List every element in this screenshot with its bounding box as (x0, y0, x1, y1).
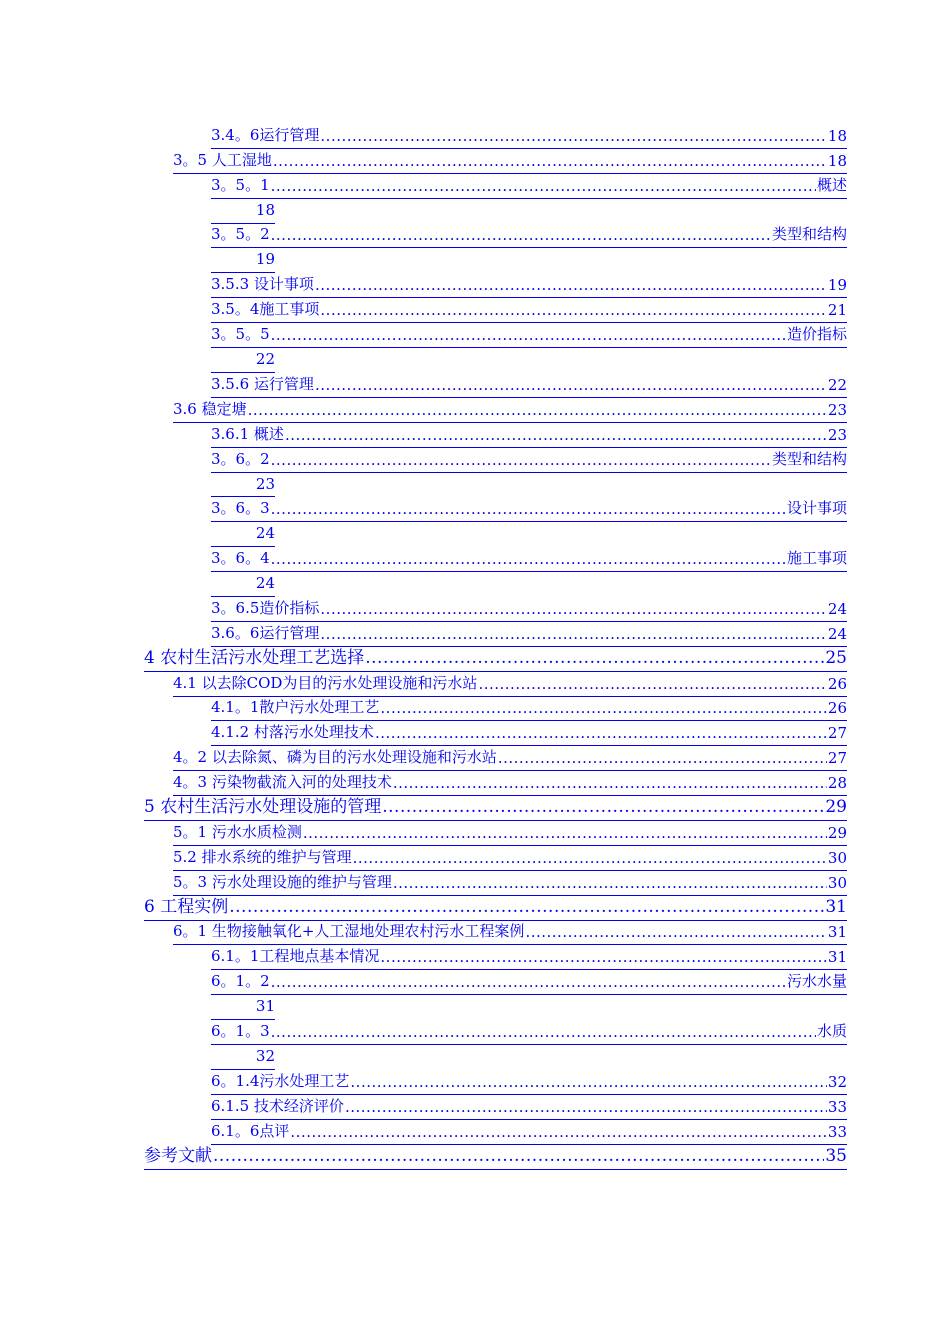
dot-leader (380, 699, 827, 717)
toc-entry-suffix: 造价指标 (786, 325, 847, 344)
toc-page-number[interactable]: 23 (211, 473, 275, 498)
toc-entry-label: 4 农村生活污水处理工艺选择 (144, 647, 365, 668)
toc-entry-label: 5。1 污水水质检测 (173, 822, 302, 841)
toc-link[interactable] (211, 373, 847, 398)
dot-leader (229, 897, 824, 917)
toc-entry-label: 3。5。1 (211, 175, 270, 194)
toc-link[interactable] (211, 323, 847, 348)
toc-entry-suffix: 类型和结构 (771, 225, 847, 244)
toc-page-number[interactable]: 24 (211, 522, 275, 547)
toc-page-number: 24 (827, 599, 847, 618)
toc-entry-suffix: 施工事项 (786, 549, 847, 568)
dot-leader (315, 376, 827, 394)
toc-entry-label: 4.1.2 村落污水处理技术 (211, 723, 374, 742)
toc-page-number[interactable]: 31 (211, 995, 275, 1020)
toc-entry-label: 5 农村生活污水处理设施的管理 (144, 797, 382, 818)
toc-page-number: 29 (825, 797, 847, 818)
toc-link[interactable] (211, 174, 847, 199)
toc-page-number: 29 (827, 823, 847, 842)
toc-entry (0, 1095, 950, 1120)
dot-leader (320, 127, 827, 145)
toc-page-number[interactable]: 19 (211, 248, 275, 273)
toc-link[interactable] (211, 697, 847, 722)
toc-link[interactable] (173, 821, 847, 846)
toc-page-number[interactable]: 18 (211, 199, 275, 224)
toc-entry (0, 1070, 950, 1095)
toc-entry (0, 497, 950, 547)
dot-leader (350, 1073, 827, 1091)
dot-leader (271, 226, 771, 244)
toc-entry (0, 398, 950, 423)
toc-link[interactable] (211, 273, 847, 298)
toc-entry-label: 6 工程实例 (144, 896, 229, 917)
toc-entry (0, 846, 950, 871)
dot-leader (285, 426, 827, 444)
toc-page-number: 32 (827, 1072, 847, 1091)
toc-link[interactable] (173, 398, 847, 423)
toc-entry (0, 1145, 950, 1170)
toc-entry-label: 5.2 排水系统的维护与管理 (173, 847, 352, 866)
dot-leader (271, 451, 771, 469)
toc-entry (0, 373, 950, 398)
toc-link[interactable] (211, 721, 847, 746)
toc-link[interactable] (211, 597, 847, 622)
toc-entry (0, 746, 950, 771)
toc-link[interactable] (173, 846, 847, 871)
toc-link[interactable] (144, 796, 847, 821)
toc-link[interactable] (211, 547, 847, 572)
toc-entry-label: 3。6。3 (211, 499, 270, 518)
toc-page-number: 30 (827, 873, 847, 892)
dot-leader (273, 152, 827, 170)
dot-leader (320, 600, 827, 618)
toc-entry (0, 1120, 950, 1145)
toc-link[interactable] (211, 1095, 847, 1120)
dot-leader (290, 1123, 827, 1141)
toc-entry-label: 6.1.5 技术经济评价 (211, 1096, 344, 1115)
toc-page-number: 18 (827, 151, 847, 170)
toc-page-number[interactable]: 24 (211, 572, 275, 597)
toc-entry (0, 1020, 950, 1070)
toc-entry (0, 174, 950, 224)
dot-leader (320, 301, 827, 319)
dot-leader (303, 824, 827, 842)
toc-link[interactable] (211, 124, 847, 149)
dot-leader (365, 648, 824, 668)
toc-entry (0, 124, 950, 149)
toc-page-number: 25 (825, 647, 847, 668)
toc-link[interactable] (211, 298, 847, 323)
dot-leader (353, 849, 827, 867)
toc-link[interactable] (211, 970, 847, 995)
toc-entry-label: 3.5.6 运行管理 (211, 374, 314, 393)
toc-entry-label: 6.1。6点评 (211, 1121, 290, 1140)
toc-page-number: 18 (827, 126, 847, 145)
toc-page-number: 31 (825, 896, 847, 917)
toc-link[interactable] (211, 1120, 847, 1145)
toc-page-number: 31 (827, 948, 847, 967)
toc-link[interactable] (144, 647, 847, 672)
toc-entry (0, 647, 950, 672)
dot-leader (213, 1146, 824, 1166)
toc-page-number: 26 (827, 699, 847, 718)
dot-leader (271, 500, 786, 518)
toc-page-number: 21 (827, 301, 847, 320)
toc-entry-label: 3.6 稳定塘 (173, 399, 247, 418)
dot-leader (271, 177, 816, 195)
toc-entry-label: 3.5。4施工事项 (211, 300, 320, 319)
toc-link[interactable] (144, 896, 847, 921)
dot-leader (248, 401, 827, 419)
toc-entry-label: 4。2 以去除氮、磷为目的污水处理设施和污水站 (173, 748, 497, 767)
dot-leader (271, 550, 786, 568)
toc-link[interactable] (173, 149, 847, 174)
toc-link[interactable] (211, 1070, 847, 1095)
toc-entry-suffix: 概述 (816, 175, 847, 194)
toc-page-number[interactable]: 22 (211, 348, 275, 373)
toc-page-number: 33 (827, 1122, 847, 1141)
toc-entry-label: 6。1。3 (211, 1022, 270, 1041)
toc-page-number: 24 (827, 624, 847, 643)
toc-entry (0, 871, 950, 896)
toc-entry (0, 273, 950, 298)
toc-entry-label: 5。3 污水处理设施的维护与管理 (173, 872, 392, 891)
toc-entry-suffix: 设计事项 (786, 499, 847, 518)
toc-entry (0, 970, 950, 1020)
toc-entry-label: 4。3 污染物截流入河的处理技术 (173, 773, 392, 792)
toc-link[interactable] (173, 921, 847, 946)
toc-entry-label: 4.1。1散户污水处理工艺 (211, 698, 380, 717)
toc-page-number: 30 (827, 848, 847, 867)
toc-link[interactable] (211, 945, 847, 970)
toc-entry (0, 423, 950, 448)
dot-leader (271, 973, 786, 991)
toc-entry-label: 6。1 生物接触氧化+人工湿地处理农村污水工程案例 (173, 922, 525, 941)
toc-entry (0, 149, 950, 174)
toc-page-number: 23 (827, 425, 847, 444)
toc-page-number: 27 (827, 724, 847, 743)
toc-entry-label: 参考文献 (144, 1145, 212, 1166)
toc-link[interactable] (211, 423, 847, 448)
dot-leader (393, 774, 827, 792)
toc-entry-label: 3。6。2 (211, 449, 270, 468)
toc-entry-label: 6。1.4污水处理工艺 (211, 1071, 350, 1090)
toc-entry-suffix: 水质 (816, 1022, 847, 1041)
toc-entry (0, 597, 950, 622)
toc-page-number: 27 (827, 749, 847, 768)
toc-entry-label: 3。6。4 (211, 549, 270, 568)
toc-entry-label: 3。5 人工湿地 (173, 150, 272, 169)
toc-link[interactable] (211, 224, 847, 249)
toc-entry (0, 796, 950, 821)
table-of-contents (0, 124, 950, 1170)
toc-entry (0, 323, 950, 373)
toc-entry-label: 6.1。1工程地点基本情况 (211, 947, 380, 966)
toc-entry (0, 697, 950, 722)
dot-leader (375, 724, 827, 742)
toc-link[interactable] (211, 497, 847, 522)
toc-entry-label: 4.1 以去除COD为目的污水处理设施和污水站 (173, 673, 478, 692)
toc-entry (0, 622, 950, 647)
toc-entry-label: 3.6。6运行管理 (211, 623, 320, 642)
toc-link[interactable] (173, 746, 847, 771)
toc-page-number: 26 (827, 674, 847, 693)
toc-entry-label: 6。1。2 (211, 972, 270, 991)
dot-leader (380, 948, 827, 966)
toc-entry (0, 771, 950, 796)
toc-entry (0, 672, 950, 697)
dot-leader (271, 326, 786, 344)
toc-page-number: 33 (827, 1097, 847, 1116)
toc-page-number: 31 (827, 923, 847, 942)
toc-link[interactable] (173, 871, 847, 896)
toc-entry (0, 298, 950, 323)
toc-entry (0, 945, 950, 970)
toc-entry-label: 3。6.5造价指标 (211, 598, 320, 617)
toc-entry-label: 3。5。5 (211, 325, 270, 344)
toc-entry (0, 224, 950, 274)
toc-entry (0, 448, 950, 498)
toc-entry-suffix: 污水水量 (786, 972, 847, 991)
toc-page-number: 22 (827, 375, 847, 394)
toc-page-number: 35 (825, 1145, 847, 1166)
dot-leader (382, 797, 824, 817)
toc-entry-label: 3。5。2 (211, 225, 270, 244)
dot-leader (498, 749, 827, 767)
toc-link[interactable] (173, 672, 847, 697)
toc-entry (0, 896, 950, 921)
toc-entry (0, 547, 950, 597)
toc-link[interactable] (211, 448, 847, 473)
dot-leader (320, 625, 827, 643)
toc-page-number[interactable]: 32 (211, 1045, 275, 1070)
toc-entry-label: 3.6.1 概述 (211, 424, 284, 443)
toc-entry-label: 3.4。6运行管理 (211, 125, 320, 144)
dot-leader (271, 1023, 816, 1041)
toc-entry (0, 921, 950, 946)
dot-leader (478, 675, 826, 693)
toc-entry (0, 821, 950, 846)
dot-leader (525, 923, 826, 941)
toc-page-number: 28 (827, 774, 847, 793)
dot-leader (393, 874, 827, 892)
toc-entry-label: 3.5.3 设计事项 (211, 275, 314, 294)
toc-link[interactable] (211, 1020, 847, 1045)
toc-page-number: 19 (827, 276, 847, 295)
dot-leader (315, 276, 827, 294)
toc-entry-suffix: 类型和结构 (771, 449, 847, 468)
toc-link[interactable] (144, 1145, 847, 1170)
toc-page-number: 23 (827, 400, 847, 419)
toc-entry (0, 721, 950, 746)
dot-leader (345, 1098, 827, 1116)
